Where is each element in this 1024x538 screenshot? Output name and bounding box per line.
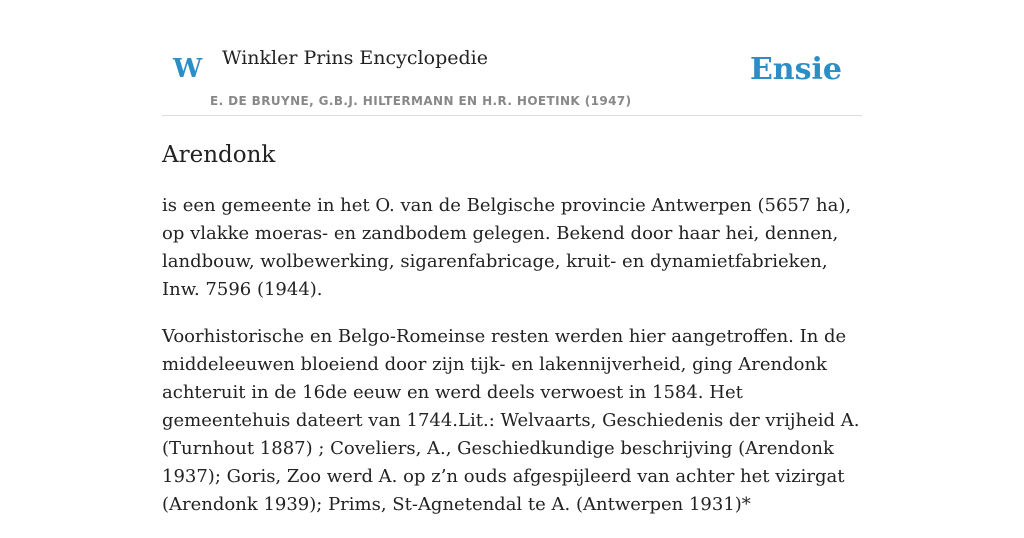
article-paragraph: Voorhistorische en Belgo-Romeinse resten werden hier aangetroffen. In de middeleeuwen bloeiend door zijn tijk- en lakennijverheid, ging Arendonk achteruit in de 16de eeuw en werd deels verwoest in 1584. Het gemeentehuis dateert van 1744.Lit.: Welvaarts, Geschiedenis der vrijheid A. (Turnhout 1887) ; Coveliers, A., Geschiedkundige beschrijving (Arendonk 1937); Goris, Zoo werd A. op z’n ouds afgespijleerd van achter het vizirgat (Arendonk 1939); Prims, St-Agnetendal te A. (Antwerpen 1931)*	[162, 326, 860, 515]
winkler-prins-logo[interactable]: W	[173, 54, 203, 84]
page-container	[162, 0, 862, 515]
encyclopedia-authors: E. DE BRUYNE, G.B.J. HILTERMANN EN H.R. HOETINK (1947)	[210, 94, 632, 108]
encyclopedia-title[interactable]: Winkler Prins Encyclopedie	[222, 47, 488, 69]
article-title: Arendonk	[162, 142, 276, 168]
article-body	[162, 192, 862, 538]
header	[162, 0, 862, 116]
ensie-brand-logo[interactable]: Ensie	[749, 52, 842, 87]
article-paragraph: is een gemeente in het O. van de Belgische provincie Antwerpen (5657 ha), op vlakke moeras- en zandbodem gelegen. Bekend door haar hei, dennen, landbouw, wolbewerking, sigarenfabricage, kruit- en dynamietfabrieken, Inw. 7596 (1944).	[162, 195, 852, 300]
